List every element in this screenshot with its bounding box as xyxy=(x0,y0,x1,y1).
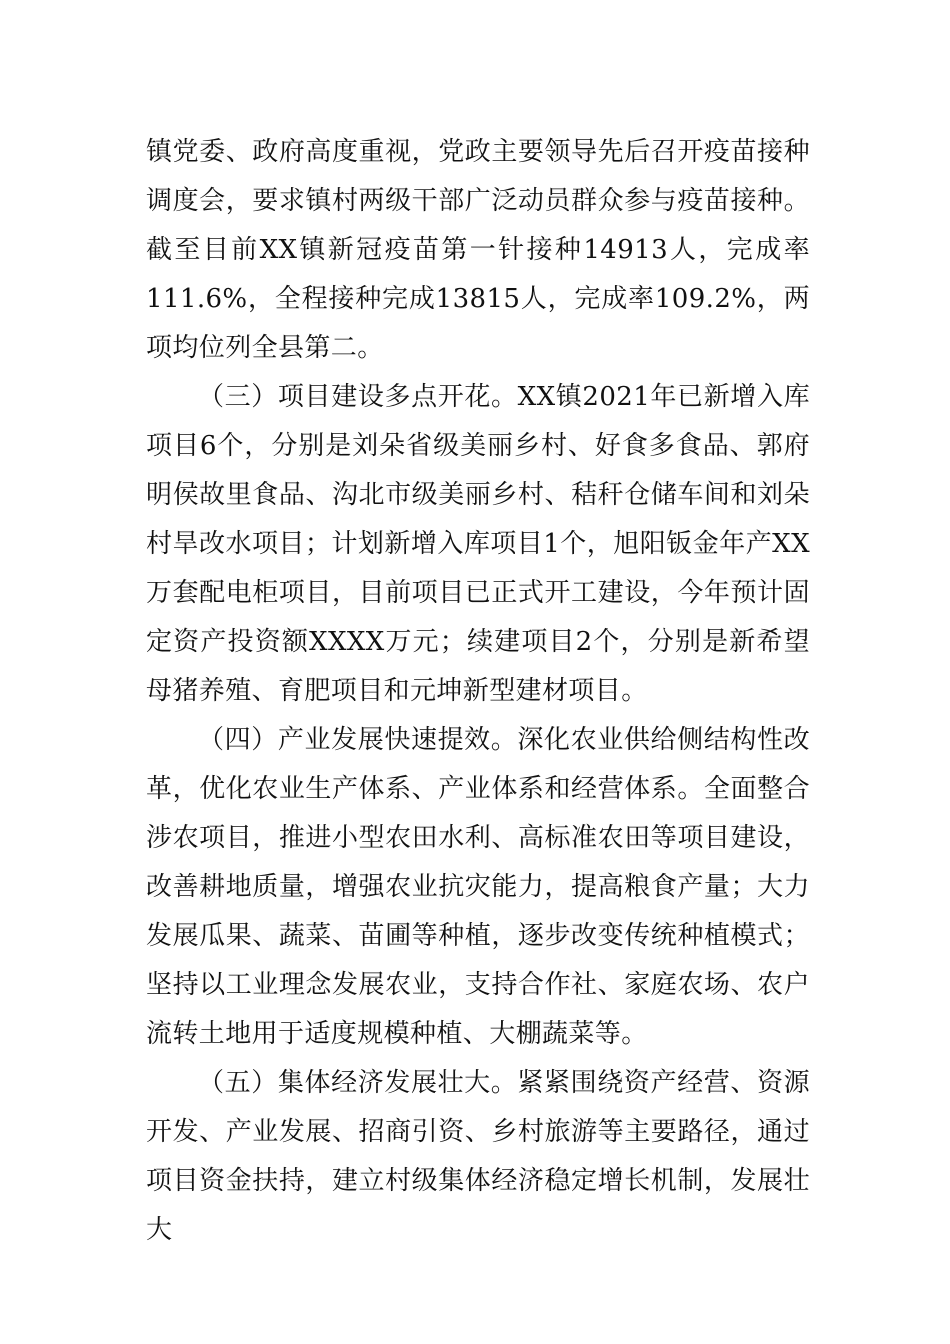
paragraph-industry-development: （四）产业发展快速提效。深化农业供给侧结构性改革，优化农业生产体系、产业体系和经营体系。全面整合涉农项目，推进小型农田水利、高标准农田等项目建设，改善耕地质量，增强农业抗灾能力，提高粮食产量；大力发展瓜果、蔬菜、苗圃等种植，逐步改变传统种植模式；坚持以工业理念发展农业，支持合作社、家庭农场、农户流转土地用于适度规模种植、大棚蔬菜等。 xyxy=(146,725,810,1049)
document-body xyxy=(146,128,810,1255)
paragraph-vaccination: 镇党委、政府高度重视，党政主要领导先后召开疫苗接种调度会，要求镇村两级干部广泛动员群众参与疫苗接种。截至目前XX镇新冠疫苗第一针接种14913人，完成率111.6%，全程接种完成13815人，完成率109.2%，两项均位列全县第二。 xyxy=(146,137,810,363)
paragraph-project-construction: （三）项目建设多点开花。XX镇2021年已新增入库项目6个，分别是刘朵省级美丽乡村、好食多食品、郭府明侯故里食品、沟北市级美丽乡村、秸秆仓储车间和刘朵村旱改水项目；计划新增入库项目1个，旭阳钣金年产XX万套配电柜项目，目前项目已正式开工建设，今年预计固定资产投资额XXXX万元；续建项目2个，分别是新希望母猪养殖、育肥项目和元坤新型建材项目。 xyxy=(146,382,810,706)
paragraph-collective-economy: （五）集体经济发展壮大。紧紧围绕资产经营、资源开发、产业发展、招商引资、乡村旅游等主要路径，通过项目资金扶持，建立村级集体经济稳定增长机制，发展壮大 xyxy=(146,1068,810,1245)
